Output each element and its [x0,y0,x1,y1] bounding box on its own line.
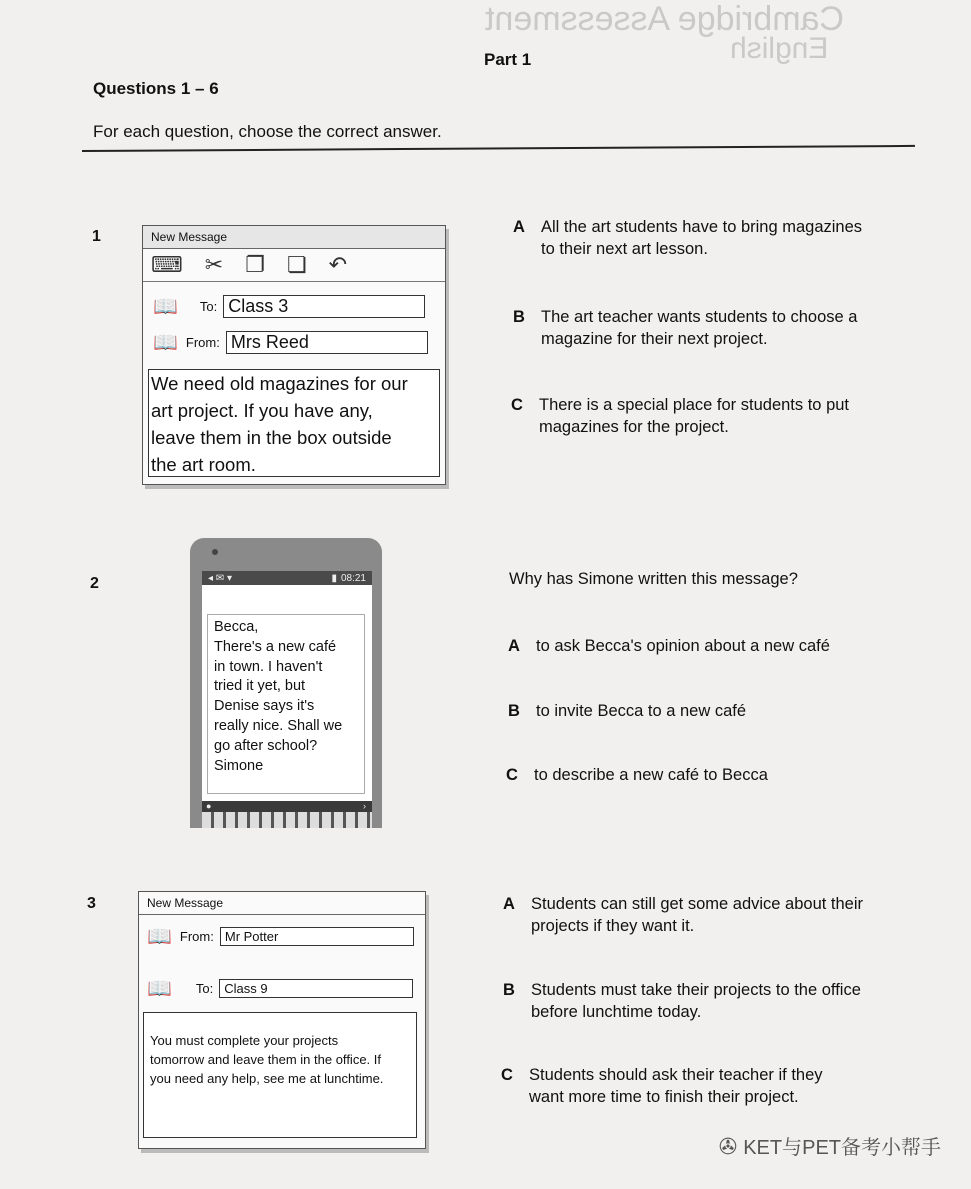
q1-to-row [153,294,425,319]
q3-option-a[interactable] [503,893,903,937]
option-text: There is a special place for students to put [539,396,850,414]
q1-body-line: leave them in the box outside [151,427,392,448]
battery-icon: ▮ [331,572,337,584]
smartphone [190,538,382,828]
q1-option-a[interactable] [513,216,893,260]
q1-body-line: We need old magazines for our [151,373,408,394]
option-text: to invite Becca to a new café [536,702,747,720]
q2-option-c[interactable] [506,764,886,786]
q3-from-row [147,924,414,949]
camera-dot [212,549,218,555]
q3-message-body [143,1012,417,1138]
option-letter: C [511,396,523,414]
q2-question: Why has Simone written this message? [509,570,798,588]
q3-to-row [147,976,413,1001]
q1-option-b[interactable] [513,306,893,350]
option-text: Students should ask their teacher if they [529,1066,823,1084]
q1-from-label: From: [185,335,220,350]
address-book-icon: 📖 [153,332,178,354]
q3-window-title: New Message [139,892,425,915]
keyboard-icon: ⌨ [151,252,183,277]
option-text: Students can still get some advice about their [531,895,864,913]
keyboard-strip [202,801,372,828]
paste-icon: ❏ [286,252,307,277]
address-book-icon: 📖 [153,296,178,318]
bleed-brand-line1: Cambridge Assessment [485,0,845,38]
q3-to-label: To: [195,981,214,996]
q1-message-window [142,225,446,485]
option-letter: C [501,1066,513,1084]
q1-to-label: To: [199,299,218,314]
option-letter: C [506,766,518,784]
option-letter: B [513,308,525,326]
sms-line: Simone [214,757,264,774]
sms-line: There's a new café [214,638,337,655]
q3-option-c[interactable] [501,1064,901,1108]
option-letter: A [513,218,525,236]
forward-icon: › [363,801,366,811]
phone-time: 08:21 [340,572,366,584]
option-text: projects if they want it. [531,917,695,935]
q3-from-label: From: [179,929,214,944]
sms-line: tried it yet, but [214,678,306,695]
option-text: to ask Becca's opinion about a new café [536,637,830,655]
q3-body-line: you need any help, see me at lunchtime. [150,1071,384,1086]
address-book-icon: 📖 [147,978,172,1000]
sms-line: go after school? [214,737,318,754]
wechat-icon: ✇ [718,1134,738,1159]
q3-to-field: Class 9 [219,979,413,998]
message-box [207,614,365,794]
watermark-text: KET与PET备考小帮手 [743,1137,941,1159]
option-text: magazine for their next project. [541,330,768,348]
undo-icon: ↶ [328,252,348,277]
questions-heading: Questions 1 – 6 [93,79,219,98]
q1-toolbar [143,249,445,282]
instruction-text: For each question, choose the correct answer. [93,122,442,141]
q3-body-line: tomorrow and leave them in the office. If [150,1052,381,1067]
sms-line: really nice. Shall we [214,717,343,734]
q1-from-field: Mrs Reed [226,331,428,354]
q2-option-b[interactable] [508,700,888,722]
bleed-brand-line2: English [730,32,829,65]
q1-window-title: New Message [143,226,445,249]
q1-message-body [148,369,440,477]
q1-from-row [153,330,428,355]
sms-line: Denise says it's [214,698,315,715]
option-text: before lunchtime today. [531,1003,702,1021]
option-text: magazines for the project. [539,418,729,436]
address-book-icon: 📖 [147,926,172,948]
copy-icon: ❐ [245,252,265,277]
option-text: All the art students have to bring magazines [541,218,863,236]
header-divider [82,145,915,152]
q2-option-a[interactable] [508,635,888,657]
sms-line: in town. I haven't [214,658,323,675]
option-text: Students must take their projects to the office [531,981,861,999]
q3-option-b[interactable] [503,979,903,1023]
option-letter: B [508,702,520,720]
sms-line: Becca, [214,619,259,635]
phone-screen [202,571,372,828]
option-text: The art teacher wants students to choose a [541,308,858,326]
question-number-2: 2 [90,575,99,592]
q3-body-line: You must complete your projects [150,1033,339,1048]
question-number-3: 3 [87,895,96,912]
part-title: Part 1 [484,50,532,69]
option-letter: A [508,637,520,655]
option-letter: B [503,981,515,999]
q3-from-field: Mr Potter [220,927,414,946]
q3-message-window [138,891,426,1149]
home-icon: ● [206,801,212,811]
status-icons: ◂ ✉ ▾ [208,572,232,584]
q1-body-line: the art room. [151,454,256,475]
option-text: want more time to finish their project. [529,1088,799,1106]
option-letter: A [503,895,515,913]
option-text: to describe a new café to Becca [534,766,768,784]
scissors-icon: ✂ [204,252,224,277]
keyboard-keys [202,812,372,828]
q1-body-line: art project. If you have any, [151,400,373,421]
question-number-1: 1 [92,228,101,245]
wechat-watermark [719,1131,941,1160]
option-text: to their next art lesson. [541,240,708,258]
status-bar [202,571,372,585]
q1-to-field: Class 3 [223,295,425,318]
q1-option-c[interactable] [511,394,891,438]
